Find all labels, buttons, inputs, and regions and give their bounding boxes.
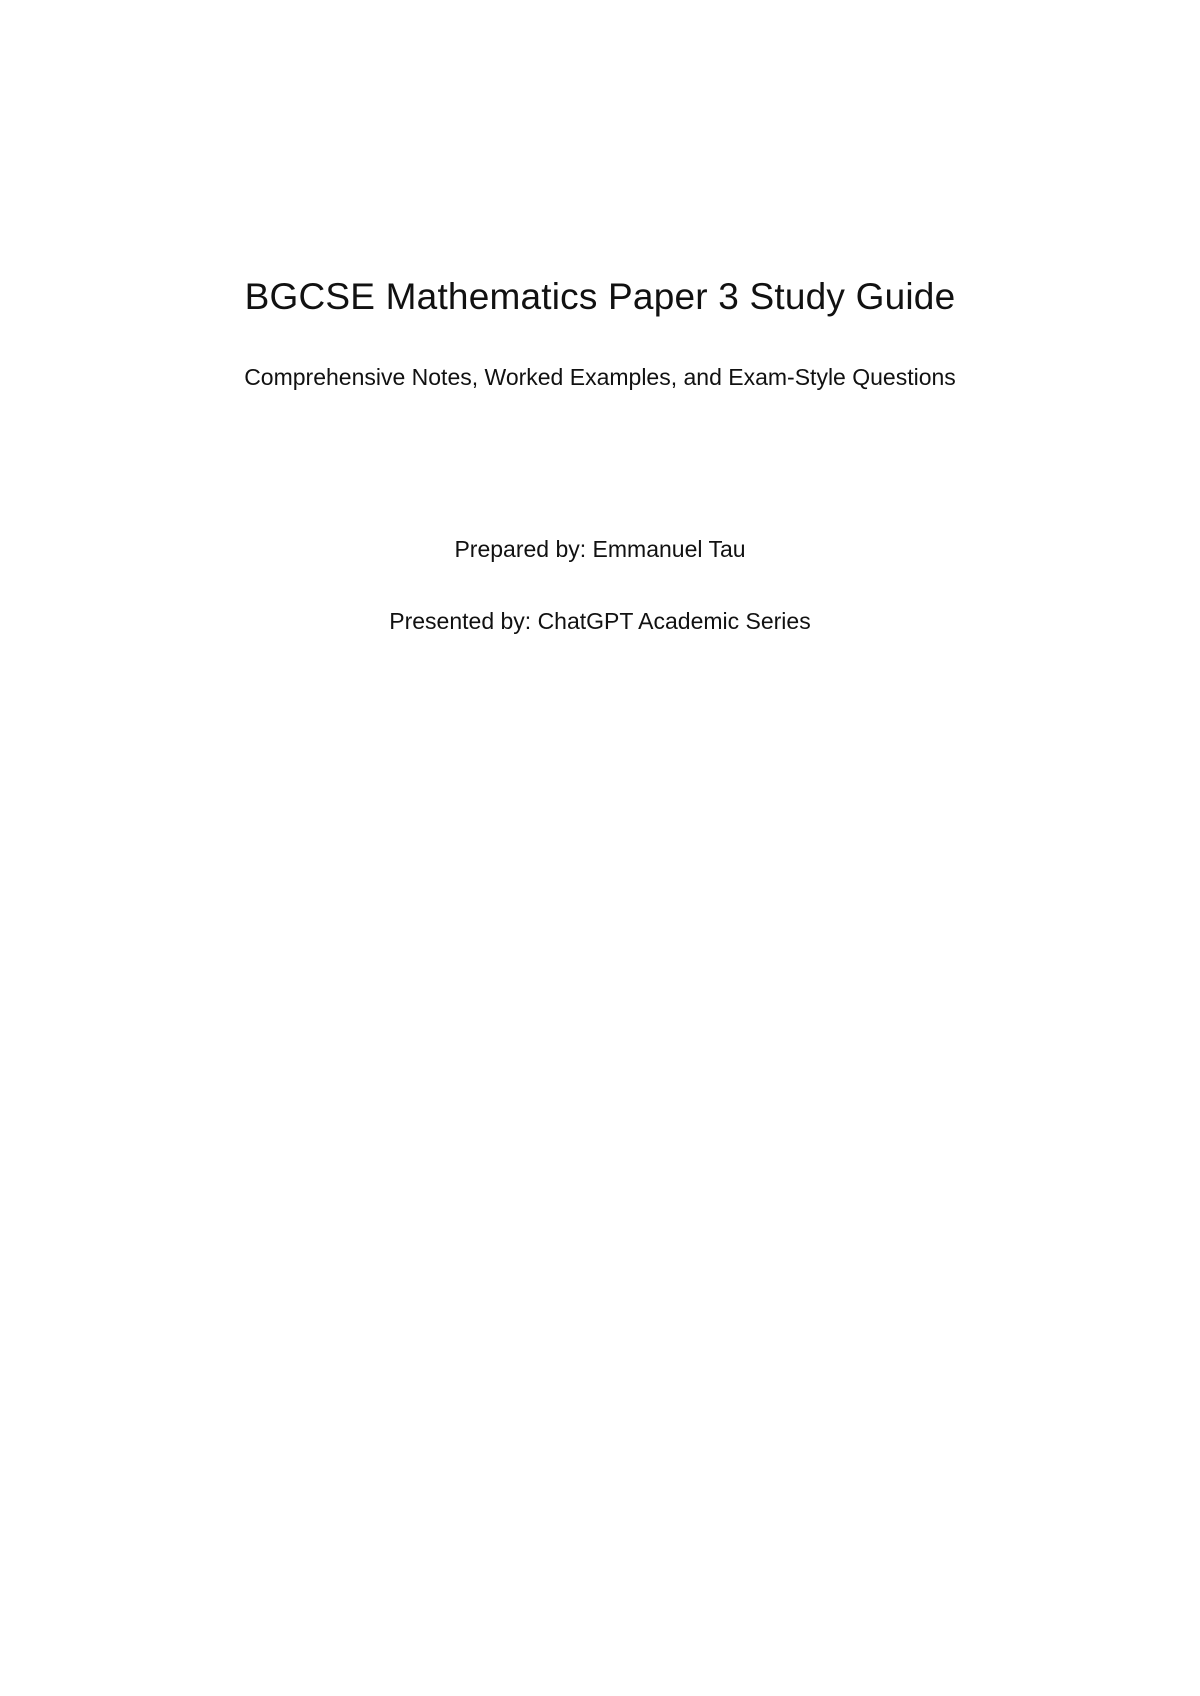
document-title: BGCSE Mathematics Paper 3 Study Guide — [244, 276, 956, 317]
document-subtitle: Comprehensive Notes, Worked Examples, and Exam-Style Questions — [244, 364, 956, 390]
presented-by-line: Presented by: ChatGPT Academic Series — [389, 608, 811, 634]
prepared-by-line: Prepared by: Emmanuel Tau — [454, 536, 746, 562]
